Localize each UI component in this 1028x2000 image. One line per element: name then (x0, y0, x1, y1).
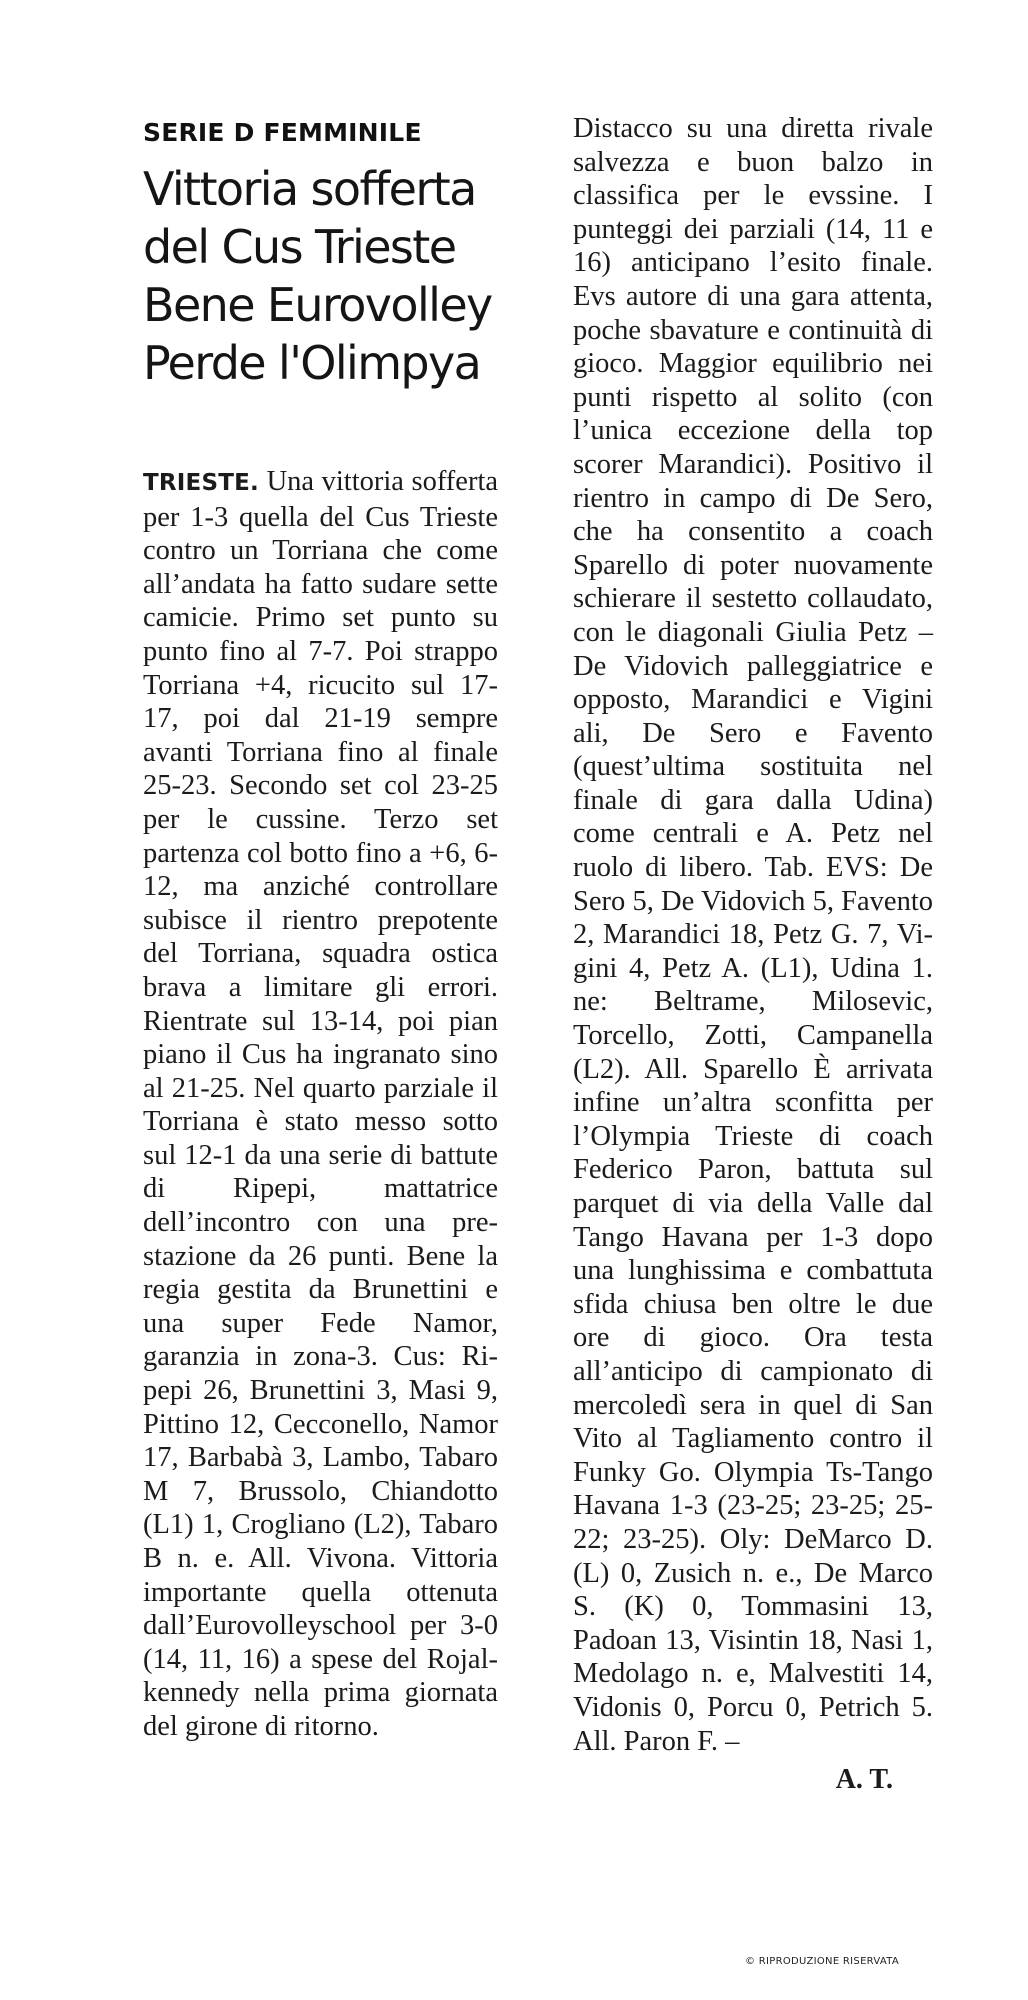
left-column (143, 118, 498, 1744)
headline-line-4: Perde l'Olimpya (143, 336, 481, 390)
body-text-left: Una vittoria sofferta per 1-3 quella del Cus Trieste contro un Torriana che come all’andata ha fatto sudare sette camicie. Primo set punto su punto fino al 7-7. Poi strappo Torriana +4, ricucito sul 17-17, poi dal 21-19 sempre avanti Torriana fino al finale 25-23. Secondo set col 23-25 per le cussine. Terzo set partenza col botto fino a +6, 6-12, ma anziché controllare subisce il rientro prepotente del Torriana, squadra ostica brava a limitare gli errori. Rientrate sul 13-14, poi pian piano il Cus ha ingranato sino al 21-25. Nel quarto parziale il Torriana è stato messo sotto sul 12-1 da una serie di battute di Ripepi, mattatrice dell’incontro con una prestazione da 26 punti. Bene la regia gestita da Brunettini e una super Fede Namor, garanzia in zona-3. Cus: Ripepi 26, Brunettini 3, Masi 9, Pittino 12, Cecconello, Namor 17, Barbabà 3, Lambo, Tabaro M 7, Brussolo, Chiandotto (L1) 1, Crogliano (L2), Tabaro B n. e. All. Vivona. Vittoria importante quella ottenuta dall’Eurovolleyschool per 3-0 (14, 11, 16) a spese del Rojalkennedy nella prima giornata del girone di ritorno. (143, 466, 499, 1742)
right-column (573, 112, 933, 1796)
body-text-right: Distacco su una diretta rivale salvezza e buon balzo in classifica per le evssine. I punteggi dei parziali (14, 11 e 16) anticipano l’esito finale. Evs autore di una gara attenta, poche sbavature e continuità di gioco. Maggior equilibrio nei punti rispetto al solito (con l’unica eccezione della top scorer Marandici). Positivo il rientro in campo di De Sero, che ha consentito a coach Sparello di poter nuovamente schierare il sestetto collaudato, con le diagonali Giulia Petz – De Vidovich palleggiatrice e opposto, Marandici e Vigini ali, De Sero e Favento (quest’ultima sostituita nel finale di gara dalla Udina) come centrali e A. Petz nel ruolo di libero. Tab. EVS: De Sero 5, De Vidovich 5, Favento 2, Marandici 18, Petz G. 7, Vigini 4, Petz A. (L1), Udina 1. ne: Beltrame, Milosevic, Torcello, Zotti, Campanella (L2). All. Sparello È arrivata infine un’altra sconfitta per l’Olympia Trieste di coach Federico Paron, battuta sul parquet di via della Valle dal Tango Havana per 1-3 dopo una lunghissima e combattuta sfida chiusa ben oltre le due ore di gioco. Ora testa all’anticipo di campionato di mercoledì sera in quel di San Vito al Tagliamento contro il Funky Go. Olympia Ts-Tango Havana 1-3 (23-25; 23-25; 25-22; 23-25). Oly: DeMarco D. (L) 0, Zusich n. e., De Marco S. (K) 0, Tommasini 13, Padoan 13, Visintin 18, Nasi 1, Medolago n. e, Malvestiti 14, Vidonis 0, Porcu 0, Petrich 5. All. Paron F. – (573, 113, 933, 1757)
headline (143, 160, 498, 392)
headline-line-2: del Cus Trieste (143, 220, 456, 274)
headline-line-1: Vittoria sofferta (143, 162, 476, 216)
dateline: TRIESTE. (143, 470, 259, 496)
author-signature: A. T. (835, 1764, 893, 1796)
section-kicker: SERIE D FEMMINILE (143, 118, 422, 147)
headline-line-3: Bene Eurovolley (143, 278, 492, 332)
copyright-notice: © RIPRODUZIONE RISERVATA (745, 1956, 900, 1967)
body-paragraph-left (143, 465, 498, 1744)
body-paragraph-right (573, 112, 933, 1758)
